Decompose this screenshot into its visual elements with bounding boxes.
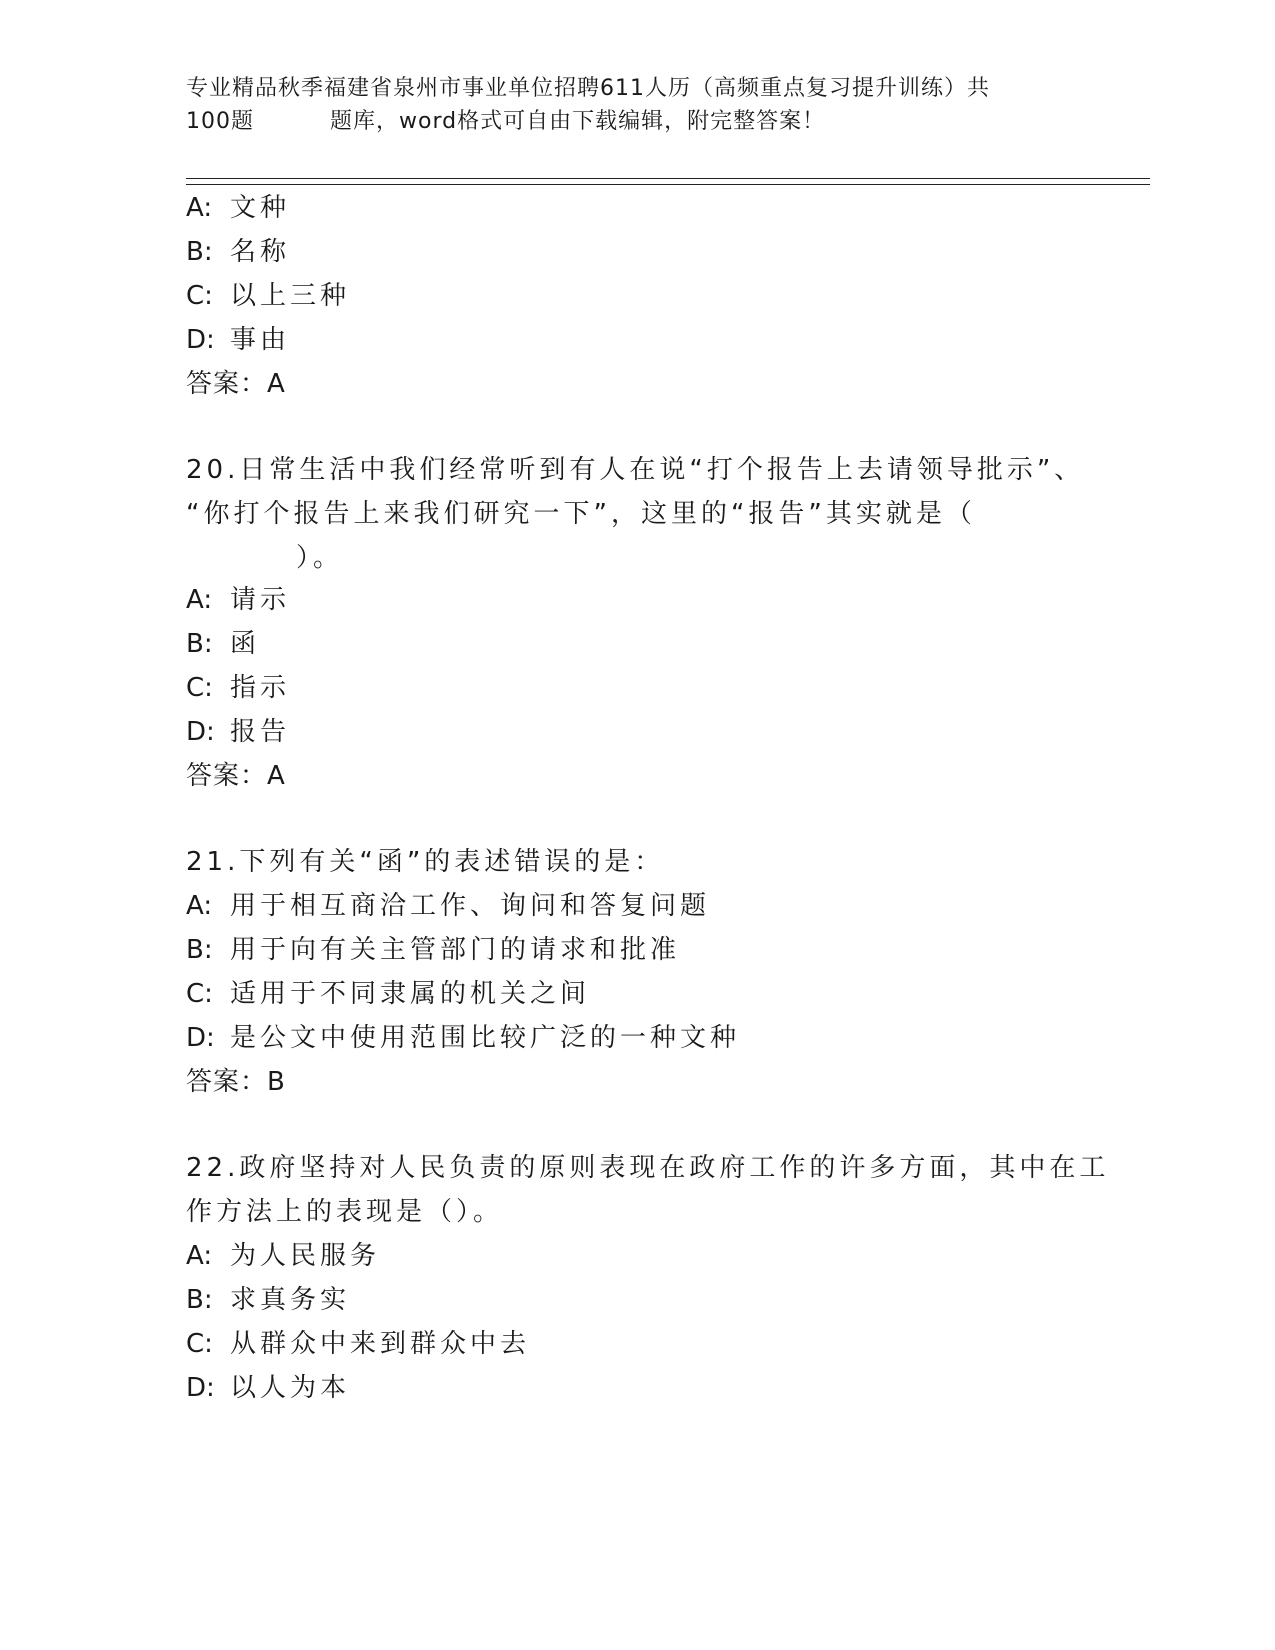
option-b: B: 名称 <box>186 237 291 267</box>
header-line-1: 专业精品秋季福建省泉州市事业单位招聘611人历（高频重点复习提升训练）共 <box>186 76 990 101</box>
option-a: A: 请示 <box>186 585 291 615</box>
header-line-2 <box>186 105 1076 138</box>
question-stem: 21.下列有关“函”的表述错误的是： <box>186 847 665 877</box>
option-b: B: 求真务实 <box>186 1285 351 1315</box>
header-line-2-count: 100题 <box>186 109 254 134</box>
option-d: D: 事由 <box>186 325 291 355</box>
option-a: A: 文种 <box>186 193 291 223</box>
option-b: B: 函 <box>186 629 261 659</box>
option-a: A: 用于相互商洽工作、询问和答复问题 <box>186 891 711 921</box>
page-header <box>186 72 1076 138</box>
question-stem-continued: 作方法上的表现是（）。 <box>186 1197 504 1227</box>
question-stem: 20.日常生活中我们经常听到有人在说“打个报告上去请领导批示”、 <box>186 455 1085 485</box>
option-b: B: 用于向有关主管部门的请求和批准 <box>186 935 681 965</box>
option-d: D: 报告 <box>186 717 291 747</box>
option-c: C: 以上三种 <box>186 281 351 311</box>
question-stem-continued: “你打个报告上来我们研究一下”，这里的“报告”其实就是（ <box>186 499 976 529</box>
option-d: D: 以人为本 <box>186 1373 351 1403</box>
option-c: C: 指示 <box>186 673 291 703</box>
header-divider-top <box>186 178 1150 179</box>
answer-line: 答案：A <box>186 369 286 399</box>
answer-line: 答案：B <box>186 1067 286 1097</box>
option-a: A: 为人民服务 <box>186 1241 381 1271</box>
header-line-2-text: 题库，word格式可自由下载编辑，附完整答案！ <box>330 109 826 134</box>
option-c: C: 适用于不同隶属的机关之间 <box>186 979 591 1009</box>
answer-line: 答案：A <box>186 761 286 791</box>
option-d: D: 是公文中使用范围比较广泛的一种文种 <box>186 1023 741 1053</box>
header-divider-bottom <box>186 184 1150 185</box>
option-c: C: 从群众中来到群众中去 <box>186 1329 531 1359</box>
question-stem-continued: ）。 <box>296 543 344 573</box>
question-stem: 22.政府坚持对人民负责的原则表现在政府工作的许多方面，其中在工 <box>186 1153 1110 1183</box>
